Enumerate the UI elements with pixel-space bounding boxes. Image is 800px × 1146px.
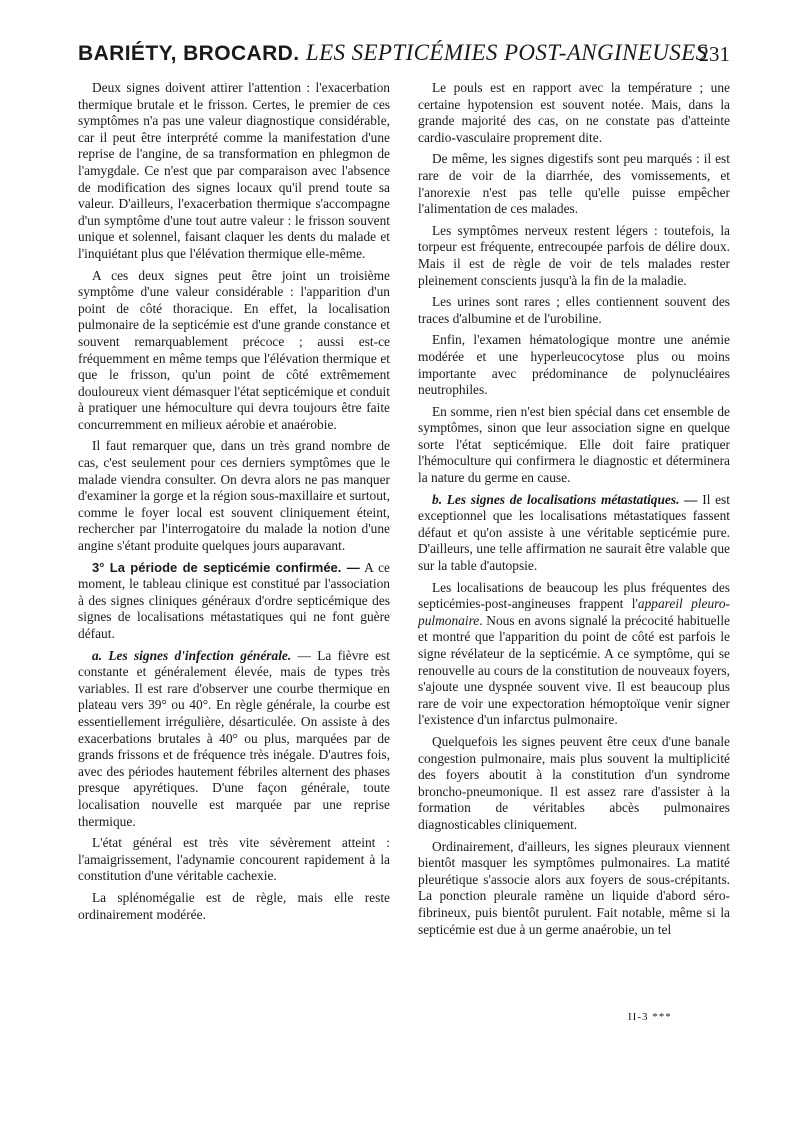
subsection-text: Il est exceptionnel que les localisations métastatiques fassent défaut et qu'on assiste à une véritable septicémie pure. D'ailleurs, une telle affirmation ne saurait être valable que sur la table d'autopsie.	[418, 491, 730, 574]
section-heading: 3° La période de septicémie confirmée. —	[92, 559, 360, 575]
header-title: LES SEPTICÉMIES POST-ANGINEUSES	[305, 40, 708, 65]
paragraph: L'état général est très vite sévèrement atteint : l'amaigrissement, l'adynamie concourent rapidement à la constitution d'une véritable cachexie.	[78, 835, 390, 884]
page-number: 231	[698, 42, 730, 66]
subsection-paragraph	[418, 492, 730, 575]
paragraph: A ces deux signes peut être joint un troisième symptôme d'une valeur considérable : l'apparition d'un point de côté thoracique. En effet, la localisation pulmonaire de la septicémie est d'une grande constance et souvent remarquablement précoce ; aussi est-ce fréquemment en même temps que l'élévation thermique et que le frisson, qu'un point de côté extrêmement douloureux vient démasquer l'état septicémique et conduit à pratiquer une hémoculture qui devra toujours être faite concurremment en milieux aérobie et anaérobie.	[78, 267, 390, 432]
paragraph: Ordinairement, d'ailleurs, les signes pleuraux viennent bientôt masquer les symptômes pulmonaires. La matité pleurétique s'associe alors aux foyers de sous-crépitants. La ponction pleurale ramène un liquide d'abord séro-fibrineux, puis bientôt purulent. Fait notable, même si la septicémie est due à un germe anaérobie, un tel	[418, 838, 730, 937]
paragraph: Les symptômes nerveux restent légers : toutefois, la torpeur est fréquente, entrecoupée parfois de délire doux. Mais il est de règle de voir de tels malades rester pleinement conscients jusqu'à la fin de la maladie.	[418, 222, 730, 288]
running-head	[78, 40, 708, 67]
emphasis: appareil pleuro-pulmonaire	[418, 596, 731, 628]
subsection-heading: b. Les signes de localisations métastatiques. —	[432, 491, 698, 507]
subsection-text: — La fièvre est constante et généralement élevée, mais de types très variables. Il est rare d'observer une courbe thermique en plateau vers 39° ou 40°. En règle générale, la courbe est essentiellement irrégulière, désarticulée. On assiste à des exacerbations brutales à 40° ou plus, marquées par de grands frissons et de fréquence très inégale. D'autres fois, avec des périodes hautement fébriles alternent des phases presque apyrétiques. D'une façon générale, toute localisation nouvelle est marquée par une reprise thermique.	[78, 647, 390, 829]
paragraph: De même, les signes digestifs sont peu marqués : il est rare de voir de la diarrhée, des vomissements, et l'anorexie n'est pas telle qu'elle puisse empêcher l'alimentation de ces malades.	[418, 151, 730, 217]
header-authors: BARIÉTY, BROCARD.	[78, 42, 300, 65]
paragraph: Quelquefois les signes peuvent être ceux d'une banale congestion pulmonaire, mais plus souvent la multiplicité des foyers aboutit à la constitution d'un syndrome broncho-pneumonique. Il est assez rare d'assister à la formation de véritables abcès pulmonaires diagnosticables cliniquement.	[418, 733, 730, 832]
paragraph: Enfin, l'examen hématologique montre une anémie modérée et une hyperleucocytose plus ou moins importante avec prédominance de polynucléaires neutrophiles.	[418, 332, 730, 398]
printer-signature: II-3 ***	[628, 1011, 672, 1023]
section-paragraph	[78, 560, 390, 643]
paragraph	[418, 580, 730, 729]
paragraph: Deux signes doivent attirer l'attention : l'exacerbation thermique brutale et le frisson. Certes, le premier de ces symptômes n'a pas une valeur diagnostique considérable, car il peut être interprété comme la manifestation d'une reprise de l'angine, de sa transformation en phlegmon de l'amygdale. Ce n'est que par comparaison avec l'absence de modification des signes locaux qu'il prend toute sa valeur. D'ailleurs, l'exacerbation thermique s'accompagne d'un symptôme d'une tout autre valeur : le frisson souvent unique et solennel, faisant claquer les dents du malade et l'inquiétant plus que l'élévation thermique elle-même.	[78, 80, 390, 261]
section-text: A ce moment, le tableau clinique est constitué par l'association à des signes cliniques généraux d'ordre septicémique des signes de localisations métastatiques qui ne font guère défaut.	[78, 559, 390, 641]
right-column	[418, 80, 730, 943]
paragraph: Les urines sont rares ; elles contiennent souvent des traces d'albumine et de l'urobiline.	[418, 294, 730, 326]
paragraph: Il faut remarquer que, dans un très grand nombre de cas, c'est seulement pour ces derniers symptômes que le malade viendra consulter. On devra alors ne pas manquer d'examiner la gorge et la région sous-maxillaire et surtout, comme le foyer local est souvent cliniquement éteint, rechercher par l'interrogatoire du malade la notion d'une angine s'étant produite quelques jours auparavant.	[78, 438, 390, 554]
subsection-heading: a. Les signes d'infection générale.	[92, 647, 292, 663]
paragraph: La splénomégalie est de règle, mais elle reste ordinairement modérée.	[78, 889, 390, 922]
text-run: . Nous en avons signalé la précocité habituelle et montré que l'apparition du point de côté est parfois le signe révélateur de la septicémie. A ce symptôme, qui se renouvelle au cours de la constitution de nouveaux foyers, s'ajoute une dyspnée souvent vive. Il est beaucoup plus rare de voir une expectoration hémoptoïque venir signer l'existence d'un infarctus pulmonaire.	[418, 612, 730, 728]
running-header	[78, 40, 730, 74]
subsection-paragraph	[78, 648, 390, 831]
paragraph: En somme, rien n'est bien spécial dans cet ensemble de symptômes, sinon que leur association signe en quelque sorte l'état septicémique. Elle doit faire pratiquer l'hémoculture qui confirmera le diagnostic et déterminera la nature du germe en cause.	[418, 403, 730, 486]
left-column	[78, 80, 390, 928]
paragraph: Le pouls est en rapport avec la température ; une certaine hypotension est souvent notée. Mais, dans la grande majorité des cas, on ne constate pas d'atteinte cardio-vasculaire proprement dite.	[418, 80, 730, 145]
text-run: Les localisations de beaucoup les plus fréquentes des septicémies-post-angineuses frappent l'	[418, 579, 730, 612]
